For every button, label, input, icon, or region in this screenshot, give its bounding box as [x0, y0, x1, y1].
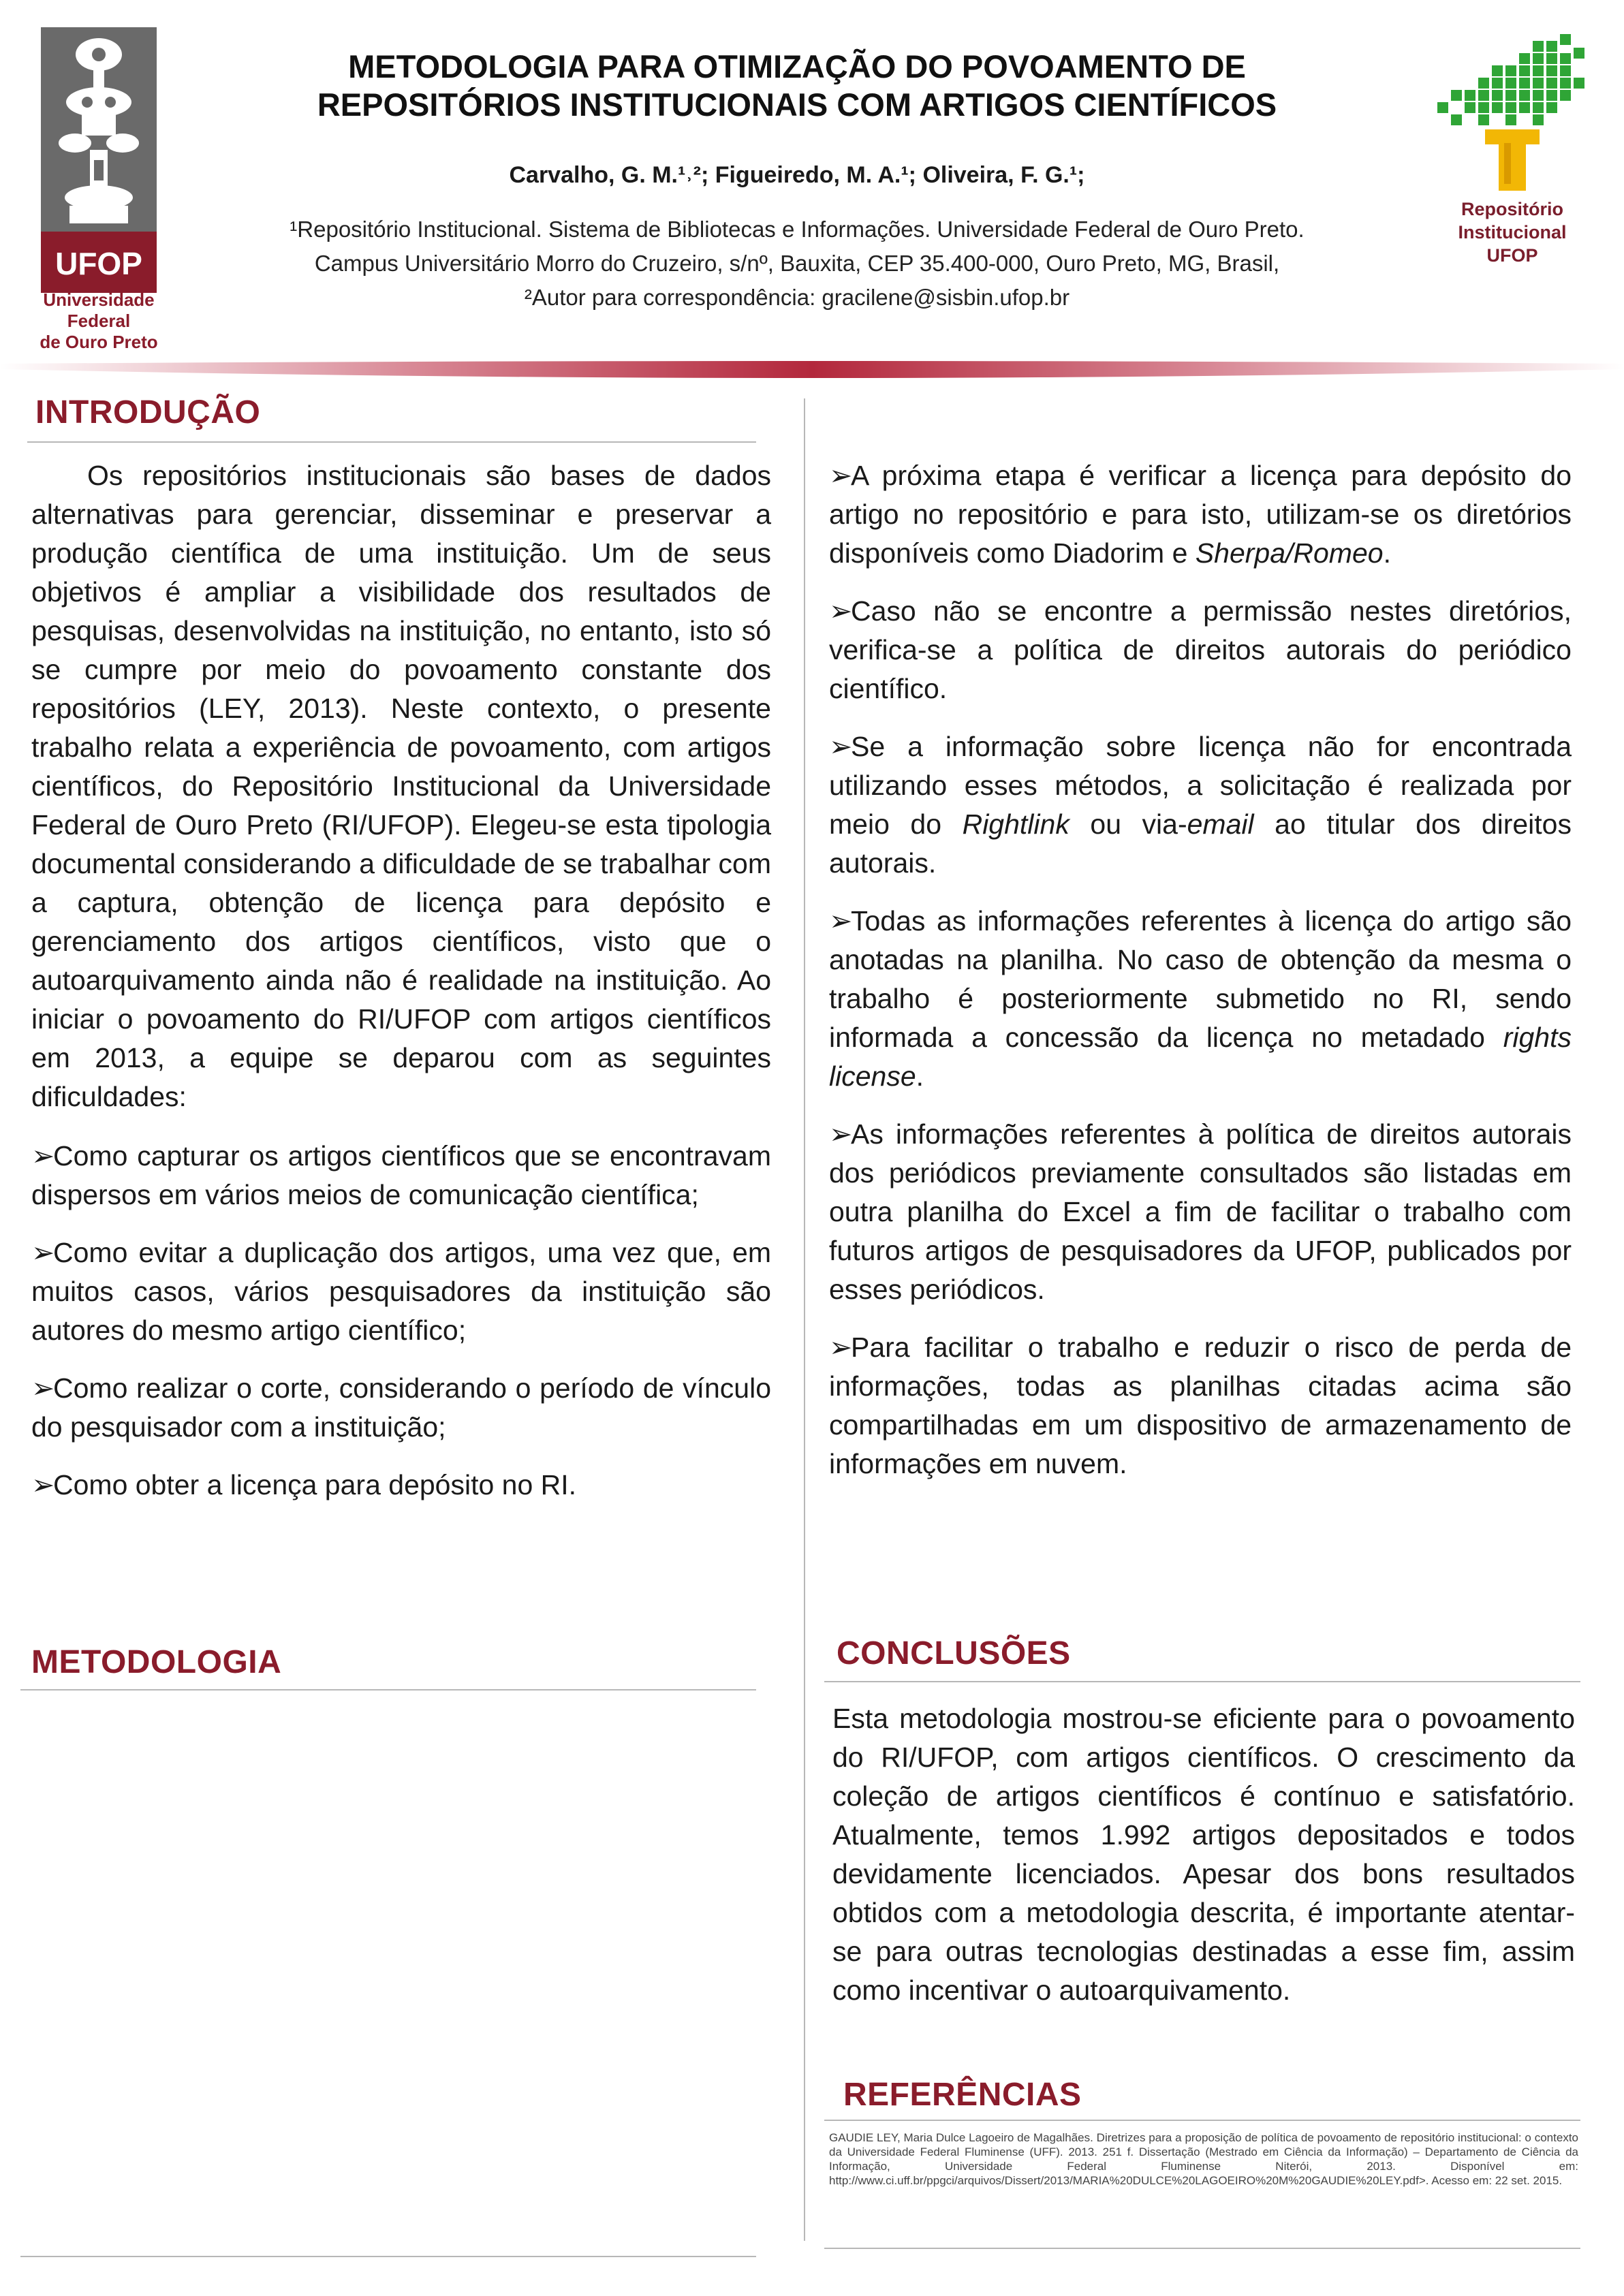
- step-text: Para facilitar o trabalho e reduzir o risco de perda de informações, todas as planilhas citadas acima são compartilhadas em um dispositivo de armazenamento de informações em nuvem.: [829, 1332, 1572, 1479]
- affil-line3: ²Autor para correspondência: gracilene@sisbin.ufop.br: [524, 285, 1070, 310]
- step-text-end: .: [1383, 537, 1391, 569]
- arrow-icon: ➢: [31, 1140, 55, 1171]
- conclusion-paragraph: Esta metodologia mostrou-se eficiente para o povoamento do RI/UFOP, com artigos científicos. O crescimento da coleção de artigos científicos é contínuo e satisfatório. Atualmente, temos 1.992 artigos depositados e todos devidamente licenciados. Apesar dos bons resultados obtidos com a metodologia descrita, é importante atentar-se para outras tecnologias destinadas a esse fim, assim como incentivar o autoarquivamento.: [832, 1703, 1575, 2006]
- method-title: METODOLOGIA: [31, 1644, 282, 1680]
- arrow-icon: ➢: [829, 1332, 853, 1363]
- affil-line1: ¹Repositório Institucional. Sistema de Bibliotecas e Informações. Universidade Federal de Ouro Preto.: [290, 217, 1305, 242]
- column-divider: [804, 398, 805, 2241]
- step-text-end: .: [916, 1060, 924, 1092]
- repo-name-line1: Repositório: [1461, 199, 1563, 219]
- method-step: [829, 727, 1572, 883]
- intro-title: INTRODUÇÃO: [35, 394, 261, 430]
- arrow-icon: ➢: [31, 1372, 55, 1404]
- repository-tree-logo: [1431, 27, 1594, 198]
- step-emphasis: Sherpa/Romeo: [1195, 537, 1384, 569]
- intro-paragraph: Os repositórios institucionais são bases de dados alternativas para gerenciar, disseminar e preservar a produção científica de uma instituição. Um de seus objetivos é ampliar a visibilidade dos resultados de pesquisas, desenvolvidas na instituição, no entanto, isto só se cumpre por meio do povoamento constante dos repositórios (LEY, 2013). Neste contexto, o presente trabalho relata a experiência de povoamento, com artigos científicos, do Repositório Institucional da Universidade Federal de Ouro Preto (RI/UFOP). Elegeu-se esta tipologia documental considerando a dificuldade de se trabalhar com a captura, obtenção de licença para depósito e gerenciamento dos artigos científicos, visto que o autoarquivamento ainda não é realidade na instituição. Ao iniciar o povoamento do RI/UFOP com artigos científicos em 2013, a equipe se deparou com as seguintes dificuldades:: [31, 460, 771, 1112]
- intro-bullet: [31, 1137, 771, 1214]
- intro-bullet: [31, 1466, 771, 1505]
- step-text: Caso não se encontre a permissão nestes diretórios, verifica-se a política de direitos autorais do periódico científico.: [829, 595, 1572, 704]
- intro-body: [31, 456, 771, 1524]
- method-step: [829, 1115, 1572, 1309]
- arrow-icon: ➢: [829, 1118, 853, 1150]
- ufop-name-line1: Universidade Federal: [43, 289, 155, 331]
- step-emphasis: rights license: [829, 1022, 1572, 1092]
- step-text: Todas as informações referentes à licença do artigo são anotadas na planilha. No caso de obtenção da mesma o trabalho é posteriormente submetido no RI, sendo informada a concessão da licença no metadado: [829, 905, 1572, 1053]
- right-bottom-rule: [824, 2248, 1580, 2249]
- intro-rule: [27, 441, 756, 443]
- authors: Carvalho, G. M.¹˒²; Figueiredo, M. A.¹; Oliveira, F. G.¹;: [509, 162, 1085, 188]
- method-rule: [20, 1689, 756, 1690]
- arrow-icon: ➢: [31, 1237, 55, 1268]
- intro-bullet: [31, 1369, 771, 1447]
- step-emphasis: Rightlink: [962, 808, 1069, 840]
- step-text: A próxima etapa é verificar a licença para depósito do artigo no repositório e para isto, utilizam-se os diretórios disponíveis como Diadorim e: [829, 460, 1572, 569]
- references-rule: [824, 2120, 1580, 2121]
- step-text-end: ao titular dos direitos autorais.: [829, 808, 1572, 879]
- poster-title: [204, 48, 1390, 124]
- references-body: GAUDIE LEY, Maria Dulce Lagoeiro de Magalhães. Diretrizes para a proposição de política de povoamento de repositório institucional: o contexto da Universidade Federal Fluminense (UFF). 2013. 251 f. Dissertação (Mestrado em Ciência da Informação) – Departamento de Ciência da Informação, Universidade Federal Fluminense Niterói, 2013. Disponível em: http://www.ci.uff.br/ppgci/arquivos/Dissert/2013/MARIA%20DULCE%20LAGOEIRO%20M%20GAUDIE%20LEY.pdf>. Acesso em: 22 set. 2015.: [829, 2131, 1578, 2187]
- affil-line2: Campus Universitário Morro do Cruzeiro, s/nº, Bauxita, CEP 35.400-000, Ouro Preto, MG, Brasil,: [314, 251, 1280, 276]
- intro-bullet-text: Como obter a licença para depósito no RI.: [53, 1469, 577, 1500]
- arrow-icon: ➢: [829, 905, 853, 937]
- intro-bullet-text: Como capturar os artigos científicos que se encontravam dispersos em vários meios de comunicação científica;: [31, 1140, 771, 1210]
- ufop-logo: [27, 27, 170, 334]
- ufop-logo-text: UFOP: [55, 246, 142, 281]
- method-step: [829, 592, 1572, 708]
- step-text: As informações referentes à política de direitos autorais dos periódicos previamente consultados são listadas em outra planilha do Excel a fim de facilitar o trabalho com futuros artigos de pesquisadores da UFOP, publicados por esses periódicos.: [829, 1118, 1572, 1305]
- method-steps: [829, 456, 1572, 1503]
- repo-name-line2: Institucional: [1458, 222, 1567, 242]
- conclusion-title: CONCLUSÕES: [837, 1635, 1071, 1671]
- ufop-name: [14, 289, 184, 353]
- conclusion-rule: [824, 1681, 1580, 1682]
- method-step: [829, 456, 1572, 573]
- intro-bullet: [31, 1233, 771, 1350]
- title-line2: REPOSITÓRIOS INSTITUCIONAIS COM ARTIGOS CIENTÍFICOS: [317, 87, 1277, 123]
- method-step: [829, 902, 1572, 1096]
- intro-bullet-text: Como evitar a duplicação dos artigos, uma vez que, em muitos casos, vários pesquisadores da instituição são autores do mesmo artigo científico;: [31, 1237, 771, 1346]
- repository-name: [1431, 198, 1594, 267]
- title-line1: METODOLOGIA PARA OTIMIZAÇÃO DO POVOAMENTO DE: [348, 48, 1246, 84]
- arrow-icon: ➢: [829, 595, 853, 627]
- left-bottom-rule: [20, 2256, 756, 2257]
- references-title: REFERÊNCIAS: [843, 2077, 1082, 2113]
- step-text-mid: ou via-: [1069, 808, 1187, 840]
- arrow-icon: ➢: [829, 731, 853, 762]
- affiliation: [177, 213, 1417, 315]
- arrow-icon: ➢: [31, 1469, 55, 1500]
- ufop-name-line2: de Ouro Preto: [40, 332, 158, 352]
- repo-name-line3: UFOP: [1486, 245, 1538, 266]
- step-text: Se a informação sobre licença não for encontrada utilizando esses métodos, a solicitação é realizada por meio do: [829, 731, 1572, 840]
- step-emphasis: email: [1187, 808, 1254, 840]
- header-band: [0, 360, 1624, 387]
- method-step: [829, 1328, 1572, 1483]
- arrow-icon: ➢: [829, 460, 853, 491]
- intro-bullet-text: Como realizar o corte, considerando o período de vínculo do pesquisador com a instituição;: [31, 1372, 771, 1443]
